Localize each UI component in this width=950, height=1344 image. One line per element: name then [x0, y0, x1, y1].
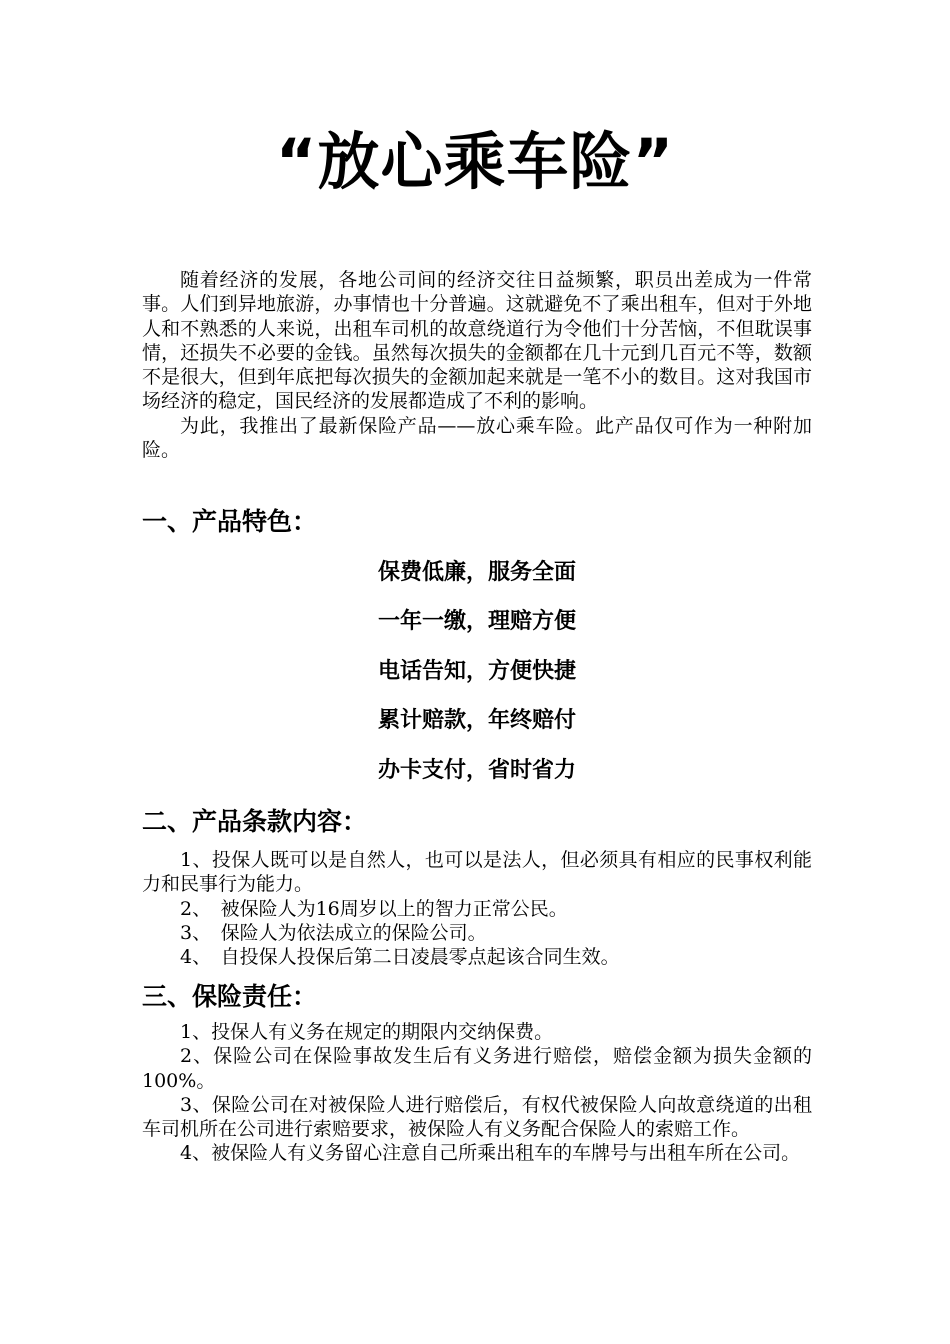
- list-item: 2、 被保险人为16周岁以上的智力正常公民。: [180, 897, 568, 920]
- list-item: 2、保险公司在保险事故发生后有义务进行赔偿，赔偿金额为损失金额的100%。: [142, 1045, 812, 1092]
- section-heading-terms: 二、产品条款内容：: [142, 807, 368, 836]
- feature-line: 保费低廉，服务全面: [377, 560, 576, 585]
- list-item: 4、 自投保人投保后第二日凌晨零点起该合同生效。: [180, 946, 620, 969]
- list-item: 3、 保险人为依法成立的保险公司。: [180, 921, 487, 944]
- feature-line: 电话告知，方便快捷: [377, 659, 576, 684]
- intro-text: [142, 268, 812, 462]
- section-heading-features: 一、产品特色：: [142, 507, 318, 536]
- list-item: 1、投保人既可以是自然人，也可以是法人，但必须具有相应的民事权利能力和民事行为能力。: [142, 849, 812, 896]
- list-item: 3、保险公司在对被保险人进行赔偿后，有权代被保险人向故意绕道的出租车司机所在公司进行索赔要求，被保险人有义务配合保险人的索赔工作。: [142, 1093, 812, 1141]
- feature-line: 累计赔款，年终赔付: [377, 708, 576, 733]
- list-item: 1、投保人有义务在规定的期限内交纳保费。: [180, 1021, 554, 1043]
- section-heading-liability: 三、保险责任：: [142, 982, 318, 1011]
- terms-list: [142, 848, 812, 969]
- feature-line: 一年一缴，理赔方便: [377, 609, 576, 634]
- document-title: “放心乘车险”: [275, 125, 675, 198]
- feature-line: 办卡支付，省时省力: [377, 758, 576, 783]
- list-item: 4、被保险人有义务留心注意自己所乘出租车的车牌号与出租车所在公司。: [180, 1142, 801, 1165]
- intro-paragraph: 随着经济的发展，各地公司间的经济交往日益频繁，职员出差成为一件常事。人们到异地旅游，办事情也十分普遍。这就避免不了乘出租车，但对于外地人和不熟悉的人来说，出租车司机的故意绕道行为令他们十分苦恼，不但耽误事情，还损失不必要的金钱。虽然每次损失的金额都在几十元到几百元不等，数额不是很大，但到年底把每次损失的金额加起来就是一笔不小的数目。这对我国市场经济的稳定，国民经济的发展都造成了不利的影响。: [142, 269, 812, 413]
- liability-list: [142, 1020, 812, 1166]
- intro-paragraph: 为此，我推出了最新保险产品——放心乘车险。此产品仅可作为一种附加险。: [142, 414, 812, 462]
